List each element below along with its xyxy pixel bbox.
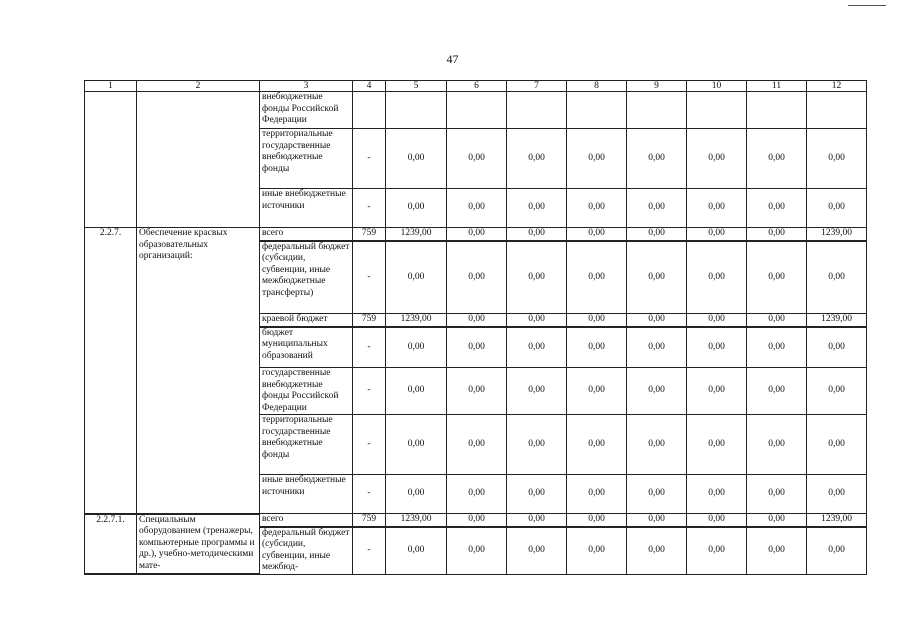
col-header: 9 (627, 81, 687, 92)
item-name: Специальным оборудованием (тренажеры, компьютерные программы и др.), учебно-методическими мате- (137, 514, 260, 575)
value-cell: 1239,00 (386, 314, 447, 327)
value-cell (807, 92, 867, 129)
value-cell: 0,00 (687, 415, 747, 475)
value-cell: 0,00 (447, 415, 507, 475)
value-cell: 0,00 (386, 527, 447, 575)
funding-source: федеральный бюджет (субсидии, субвенции, иные межбюджетные трансферты) (260, 241, 353, 314)
value-cell: 0,00 (507, 228, 567, 241)
value-cell: 0,00 (627, 475, 687, 514)
value-cell: 0,00 (627, 228, 687, 241)
col-header: 7 (507, 81, 567, 92)
item-code: 2.2.7. (85, 228, 137, 514)
code-cell: - (353, 327, 386, 368)
item-name (137, 92, 260, 228)
funding-source: государственные внебюджетные фонды Российской Федерации (260, 368, 353, 415)
table-row (85, 514, 867, 527)
value-cell: 0,00 (747, 327, 807, 368)
value-cell: 0,00 (386, 327, 447, 368)
value-cell: 0,00 (386, 189, 447, 228)
value-cell: 0,00 (386, 241, 447, 314)
corner-rule (848, 5, 886, 6)
value-cell: 0,00 (687, 314, 747, 327)
value-cell: 0,00 (747, 514, 807, 527)
value-cell: 0,00 (567, 314, 627, 327)
value-cell: 0,00 (807, 415, 867, 475)
value-cell: 0,00 (687, 368, 747, 415)
value-cell: 0,00 (687, 527, 747, 575)
funding-source: территориальные государственные внебюджетные фонды (260, 415, 353, 475)
col-header: 1 (85, 81, 137, 92)
col-header: 6 (447, 81, 507, 92)
value-cell: 0,00 (807, 129, 867, 189)
value-cell: 0,00 (567, 527, 627, 575)
value-cell: 0,00 (507, 527, 567, 575)
value-cell: 0,00 (747, 241, 807, 314)
col-header: 10 (687, 81, 747, 92)
value-cell: 0,00 (567, 415, 627, 475)
value-cell: 0,00 (687, 241, 747, 314)
value-cell (627, 92, 687, 129)
value-cell: 0,00 (567, 327, 627, 368)
value-cell: 0,00 (627, 415, 687, 475)
code-cell: - (353, 189, 386, 228)
col-header: 12 (807, 81, 867, 92)
value-cell: 0,00 (747, 368, 807, 415)
value-cell (747, 92, 807, 129)
value-cell: 0,00 (687, 475, 747, 514)
value-cell: 1239,00 (807, 228, 867, 241)
value-cell: 0,00 (567, 129, 627, 189)
value-cell: 0,00 (807, 527, 867, 575)
funding-source: бюджет муниципальных образований (260, 327, 353, 368)
value-cell (447, 92, 507, 129)
value-cell: 0,00 (507, 189, 567, 228)
value-cell: 0,00 (507, 514, 567, 527)
page-number: 47 (446, 52, 459, 66)
value-cell: 1239,00 (386, 514, 447, 527)
value-cell: 1239,00 (386, 228, 447, 241)
value-cell: 0,00 (507, 129, 567, 189)
value-cell: 0,00 (507, 415, 567, 475)
col-header: 5 (386, 81, 447, 92)
value-cell: 0,00 (567, 475, 627, 514)
value-cell: 0,00 (507, 314, 567, 327)
value-cell: 0,00 (567, 228, 627, 241)
value-cell: 0,00 (627, 314, 687, 327)
value-cell: 0,00 (447, 527, 507, 575)
value-cell: 0,00 (507, 327, 567, 368)
value-cell: 0,00 (747, 475, 807, 514)
funding-source: всего (260, 514, 353, 527)
value-cell: 0,00 (447, 189, 507, 228)
value-cell: 0,00 (627, 327, 687, 368)
value-cell: 0,00 (507, 475, 567, 514)
value-cell: 0,00 (747, 129, 807, 189)
value-cell: 0,00 (447, 314, 507, 327)
value-cell: 0,00 (507, 241, 567, 314)
value-cell: 0,00 (386, 129, 447, 189)
value-cell: 0,00 (807, 475, 867, 514)
value-cell: 0,00 (627, 241, 687, 314)
funding-source: внебюджетные фонды Российской Федерации (260, 92, 353, 129)
code-cell: 759 (353, 314, 386, 327)
value-cell: 0,00 (627, 189, 687, 228)
code-cell: - (353, 129, 386, 189)
value-cell: 0,00 (687, 228, 747, 241)
item-code (85, 92, 137, 228)
col-header: 3 (260, 81, 353, 92)
value-cell: 0,00 (386, 368, 447, 415)
value-cell: 0,00 (567, 514, 627, 527)
value-cell (567, 92, 627, 129)
value-cell: 0,00 (627, 129, 687, 189)
value-cell: 0,00 (747, 527, 807, 575)
col-header: 4 (353, 81, 386, 92)
value-cell: 0,00 (567, 368, 627, 415)
value-cell: 0,00 (627, 527, 687, 575)
item-code: 2.2.7.1. (85, 514, 137, 575)
value-cell: 0,00 (687, 514, 747, 527)
value-cell: 0,00 (567, 241, 627, 314)
value-cell: 1239,00 (807, 514, 867, 527)
value-cell: 0,00 (447, 228, 507, 241)
funding-source: всего (260, 228, 353, 241)
col-header: 8 (567, 81, 627, 92)
value-cell: 0,00 (627, 368, 687, 415)
value-cell: 0,00 (447, 475, 507, 514)
value-cell: 0,00 (507, 368, 567, 415)
value-cell: 0,00 (386, 475, 447, 514)
value-cell: 0,00 (807, 327, 867, 368)
value-cell: 0,00 (807, 368, 867, 415)
value-cell: 0,00 (567, 189, 627, 228)
value-cell: 0,00 (447, 368, 507, 415)
value-cell (687, 92, 747, 129)
code-cell: - (353, 527, 386, 575)
value-cell: 0,00 (447, 241, 507, 314)
value-cell: 0,00 (687, 189, 747, 228)
code-cell: 759 (353, 228, 386, 241)
value-cell: 0,00 (747, 189, 807, 228)
col-header: 2 (137, 81, 260, 92)
value-cell: 0,00 (447, 129, 507, 189)
funding-source: иные внебюджетные источники (260, 189, 353, 228)
code-cell: - (353, 475, 386, 514)
value-cell (507, 92, 567, 129)
value-cell: 0,00 (447, 514, 507, 527)
budget-table (84, 80, 867, 575)
value-cell: 0,00 (747, 228, 807, 241)
value-cell: 0,00 (627, 514, 687, 527)
value-cell: 0,00 (747, 415, 807, 475)
code-cell (353, 92, 386, 129)
value-cell: 0,00 (687, 129, 747, 189)
col-header: 11 (747, 81, 807, 92)
funding-source: территориальные государственные внебюджетные фонды (260, 129, 353, 189)
funding-source: иные внебюджетные источники (260, 475, 353, 514)
code-cell: 759 (353, 514, 386, 527)
table-row (85, 228, 867, 241)
value-cell: 0,00 (447, 327, 507, 368)
code-cell: - (353, 241, 386, 314)
funding-source: краевой бюджет (260, 314, 353, 327)
value-cell: 0,00 (747, 314, 807, 327)
value-cell: 1239,00 (807, 314, 867, 327)
value-cell: 0,00 (807, 241, 867, 314)
value-cell: 0,00 (807, 189, 867, 228)
code-cell: - (353, 368, 386, 415)
table-row (85, 92, 867, 129)
code-cell: - (353, 415, 386, 475)
value-cell: 0,00 (687, 327, 747, 368)
item-name: Обеспечение красвых образовательных организаций: (137, 228, 260, 514)
column-header-row (85, 81, 867, 92)
funding-source: федеральный бюджет (субсидии, субвенции, иные межбюд- (260, 527, 353, 575)
value-cell (386, 92, 447, 129)
value-cell: 0,00 (386, 415, 447, 475)
